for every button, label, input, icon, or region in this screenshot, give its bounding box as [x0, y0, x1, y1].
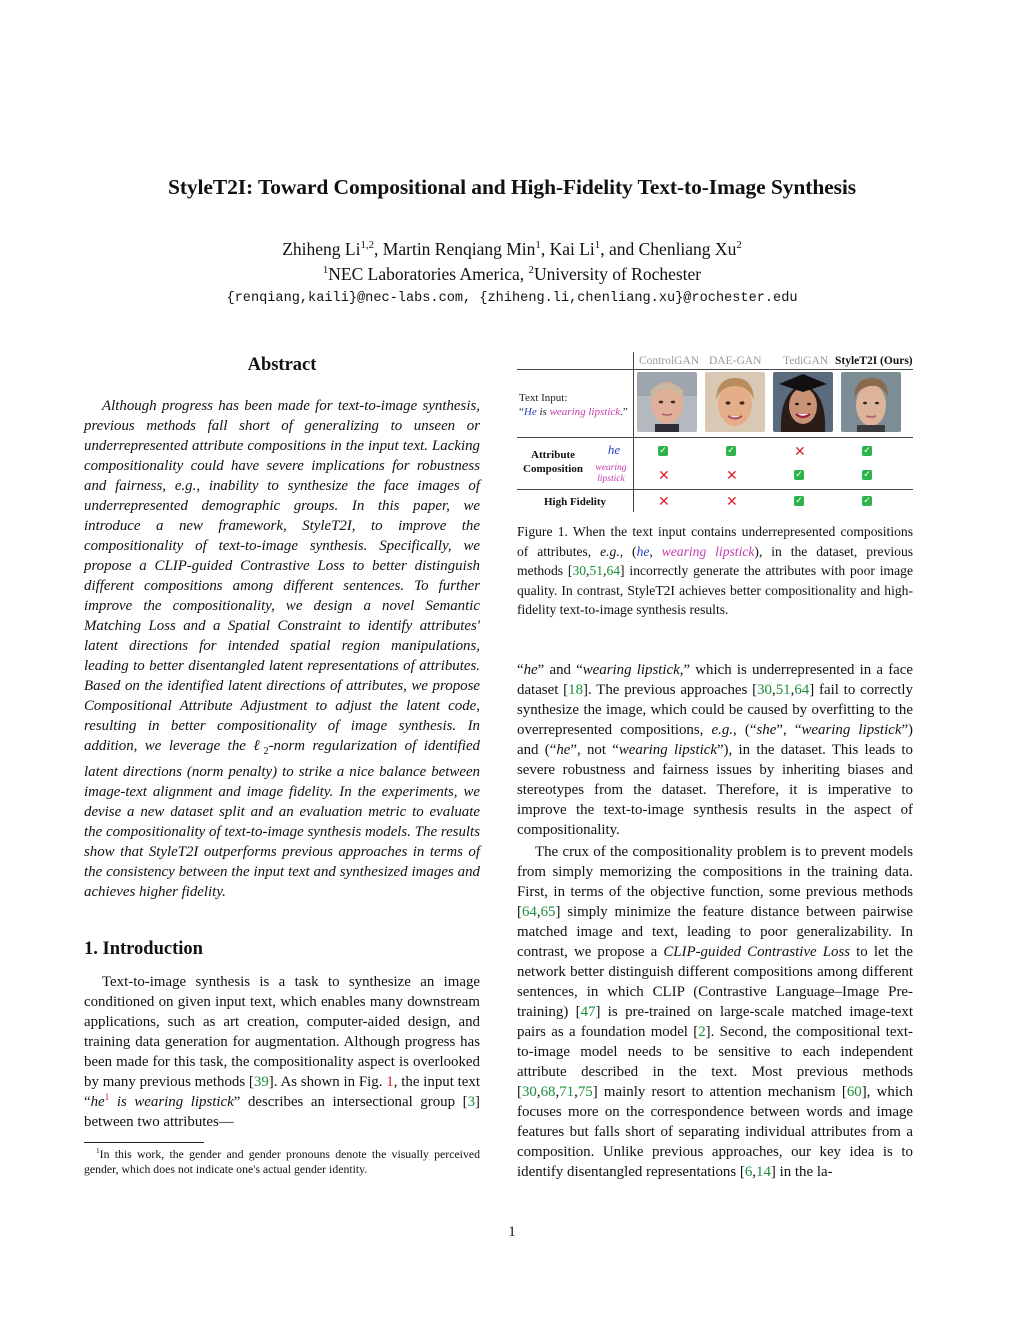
left-column: [84, 355, 480, 1178]
figure-divider: [517, 437, 913, 438]
author-affiliation-mark: 1,2: [360, 239, 375, 252]
method-header: TediGAN: [783, 355, 829, 367]
face-image-controlgan: [637, 372, 697, 432]
citation-link[interactable]: 51: [589, 563, 604, 578]
method-header: DAE-GAN: [709, 355, 762, 367]
author-name: Kai Li: [549, 239, 595, 259]
cross-icon: ✕: [794, 444, 806, 460]
check-icon: ✓: [795, 470, 803, 480]
author-separator: , and: [600, 239, 639, 259]
row-label-attribute-composition: Attribute Composition: [523, 449, 583, 475]
affiliation-name: University of Rochester: [533, 264, 702, 284]
author-name: Chenliang Xu: [638, 239, 737, 259]
citation-link[interactable]: 18: [568, 681, 584, 698]
check-icon: ✓: [795, 496, 803, 506]
intro-paragraph: Text-to-image synthesis is a task to synthesize an image conditioned on given input text, which enables many downstream applications, such as art creation, computer-aided design, and training data generation for augmentation. Although progress has been made for this task, the compositionality aspect is overlooked by many previous methods [39]. As shown in Fig. 1, the input text “he$^1$ is wearing lipstick” describes an intersectional group [3] between two attributes—: [84, 973, 480, 1130]
row-label-high-fidelity: High Fidelity: [543, 496, 607, 508]
face-image-tedigan: [773, 372, 833, 432]
figure-caption: Figure 1. When the text input contains underrepresented compositions of attributes, e.g., (he, wearing lipstick), in the dataset, previous methods [30,51,64] incorrectly generate the attributes with poor image quality. In contrast, StyleT2I achieves better compositionality and high-fidelity text-to-image synthesis results.: [517, 524, 914, 617]
row-label-wearing-lipstick: wearing lipstick: [595, 463, 627, 484]
abstract-text: Although progress has been made for text-to-image synthesis, previous methods fall short of generalizing to unseen or underrepresented attribute compositions in the input text. Lacking compositionality could have severe implications for robustness and fairness, e.g., inability to synthesize the face images of underrepresented demographic groups. In this paper, we introduce a new framework, StyleT2I, to improve the compositionality of text-to-image synthesis. Specifically, we propose a CLIP-guided Contrastive Loss to better distinguish different compositions among different sentences. To further improve the compositionality, we design a novel Semantic Matching Loss and a Spatial Constraint to identify attributes' latent directions for intended spatial region manipulations, leading to better disentangled latent representations of attributes. Based on the identified latent directions of attributes, we propose Compositional Attribute Adjustment to adjust the latent code, resulting in better compositionality of image synthesis. In addition, we leverage the ℓ$_2$-norm regularization of identified latent directions (norm penalty) to strike a nice balance between image-text alignment and image fidelity. In the experiments, we devise a new dataset split and an evaluation metric to evaluate the compositionality of text-to-image synthesis models. The results show that StyleT2I outperforms previous approaches in terms of the consistency between the input text and synthesized images and achieves higher fidelity.: [84, 398, 480, 900]
face-image-dae-gan: [705, 372, 765, 432]
check-icon: ✓: [863, 496, 871, 506]
cross-icon: ✕: [658, 468, 670, 484]
citation-link[interactable]: 71: [559, 1083, 575, 1100]
citation-link[interactable]: 14: [756, 1163, 771, 1180]
cross-icon: ✕: [726, 468, 738, 484]
citation-link[interactable]: 51: [775, 681, 791, 698]
citation-link[interactable]: 64: [794, 681, 810, 698]
citation-link[interactable]: 39: [253, 1073, 269, 1090]
paper-title: StyleT2I: Toward Compositional and High-Fidelity Text-to-Image Synthesis: [167, 175, 857, 199]
footnote-link[interactable]: 1: [104, 1092, 110, 1102]
affiliation-list: $^1$NEC Laboratories America, $^2$University of Rochester: [322, 264, 702, 284]
citation-link[interactable]: 30: [521, 1083, 537, 1100]
citation-link[interactable]: 3: [467, 1093, 476, 1110]
method-header: ControlGAN: [639, 355, 700, 367]
figure-divider: [633, 352, 634, 512]
section-heading-introduction: 1. Introduction: [84, 938, 203, 959]
page-number: 1: [508, 1224, 516, 1240]
citation-link[interactable]: 2: [698, 1023, 706, 1040]
method-header-ours: StyleT2I (Ours): [835, 355, 913, 367]
author-emails: {renqiang,kaili}@nec-labs.com, {zhiheng.li,chenliang.xu}@rochester.edu: [226, 291, 798, 306]
cross-icon: ✕: [726, 494, 738, 510]
figure-1: [517, 352, 913, 512]
row-label-he: he: [607, 442, 621, 457]
text-input-label: Text Input: “He is wearing lipstick.”: [519, 392, 628, 418]
body-paragraph: “he” and “wearing lipstick,” which is underrepresented in a face dataset [18]. The previous approaches [30,51,64] fail to correctly synthesize the image, which could be caused by overfitting to the overrepresented compositions, e.g., (“she”, “wearing lipstick”) and (“he”, not “wearing lipstick”), in the dataset. This leads to severe robustness and fairness issues by inheriting biases and stereotypes from the dataset. Therefore, it is imperative to improve the text-to-image synthesis results in the aspect of compositionality.: [517, 661, 914, 838]
author-affiliation-mark: 1: [535, 239, 541, 252]
citation-link[interactable]: 47: [580, 1003, 596, 1020]
citation-link[interactable]: 64: [606, 563, 621, 578]
citation-link[interactable]: 68: [540, 1083, 556, 1100]
affiliation-mark: 1: [322, 264, 329, 277]
footnote: $^1$In this work, the gender and gender pronouns denote the visually perceived gender, which does not indicate one's actual gender identity.: [84, 1146, 480, 1177]
author-name: Zhiheng Li: [282, 239, 361, 259]
abstract-heading: Abstract: [247, 355, 317, 375]
figure-divider: [517, 369, 913, 370]
citation-link[interactable]: 64: [521, 903, 537, 920]
check-icon: ✓: [659, 446, 667, 456]
face-image-stylet2i: [841, 372, 901, 432]
author-name: Martin Renqiang Min: [382, 239, 536, 259]
author-affiliation-mark: 1: [594, 239, 601, 252]
author-list: [0, 239, 1024, 260]
author-separator: ,: [374, 239, 383, 259]
author-separator: ,: [540, 239, 550, 259]
figure-divider: [517, 489, 913, 490]
author-affiliation-mark: 2: [736, 239, 742, 252]
l2-norm-symbol: ℓ: [253, 738, 264, 754]
affiliation-name: NEC Laboratories America: [328, 264, 520, 284]
right-column: [517, 352, 913, 1182]
cross-icon: ✕: [658, 494, 670, 510]
citation-link[interactable]: 6: [744, 1163, 753, 1180]
check-icon: ✓: [863, 446, 871, 456]
citation-link[interactable]: 65: [540, 903, 556, 920]
body-paragraph: The crux of the compositionality problem is to prevent models from simply memorizing the compositions in the training data. First, in terms of the objective function, some previous methods [64,65] simply minimize the feature distance between pairwise matched image and text, leading to poor generalizability. In contrast, we propose a CLIP-guided Contrastive Loss to let the network better distinguish different compositions among different sentences, in which CLIP (Contrastive Language–Image Pre-training) [47] is pre-trained on large-scale matched image-text pairs as a foundation model [2]. Second, the compositional text-to-image model needs to be sensitive to each independent attribute described in the text. Most previous methods [30,68,71,75] mainly resort to attention mechanism [60], which focuses more on the correspondence between words and image features but falls short of separating individual attributes from a composition. Unlike previous approaches, our key idea is to identify disentangled representations [6,14] in the la-: [517, 843, 914, 1180]
citation-link[interactable]: 60: [846, 1083, 862, 1100]
affiliation-mark: 2: [528, 264, 534, 277]
figure-link[interactable]: 1: [386, 1073, 394, 1090]
citation-link[interactable]: 30: [757, 681, 772, 698]
check-icon: ✓: [863, 470, 871, 480]
citation-link[interactable]: 75: [577, 1083, 593, 1100]
citation-link[interactable]: 30: [572, 563, 587, 578]
check-icon: ✓: [727, 446, 735, 456]
footnote-divider: [84, 1142, 204, 1143]
